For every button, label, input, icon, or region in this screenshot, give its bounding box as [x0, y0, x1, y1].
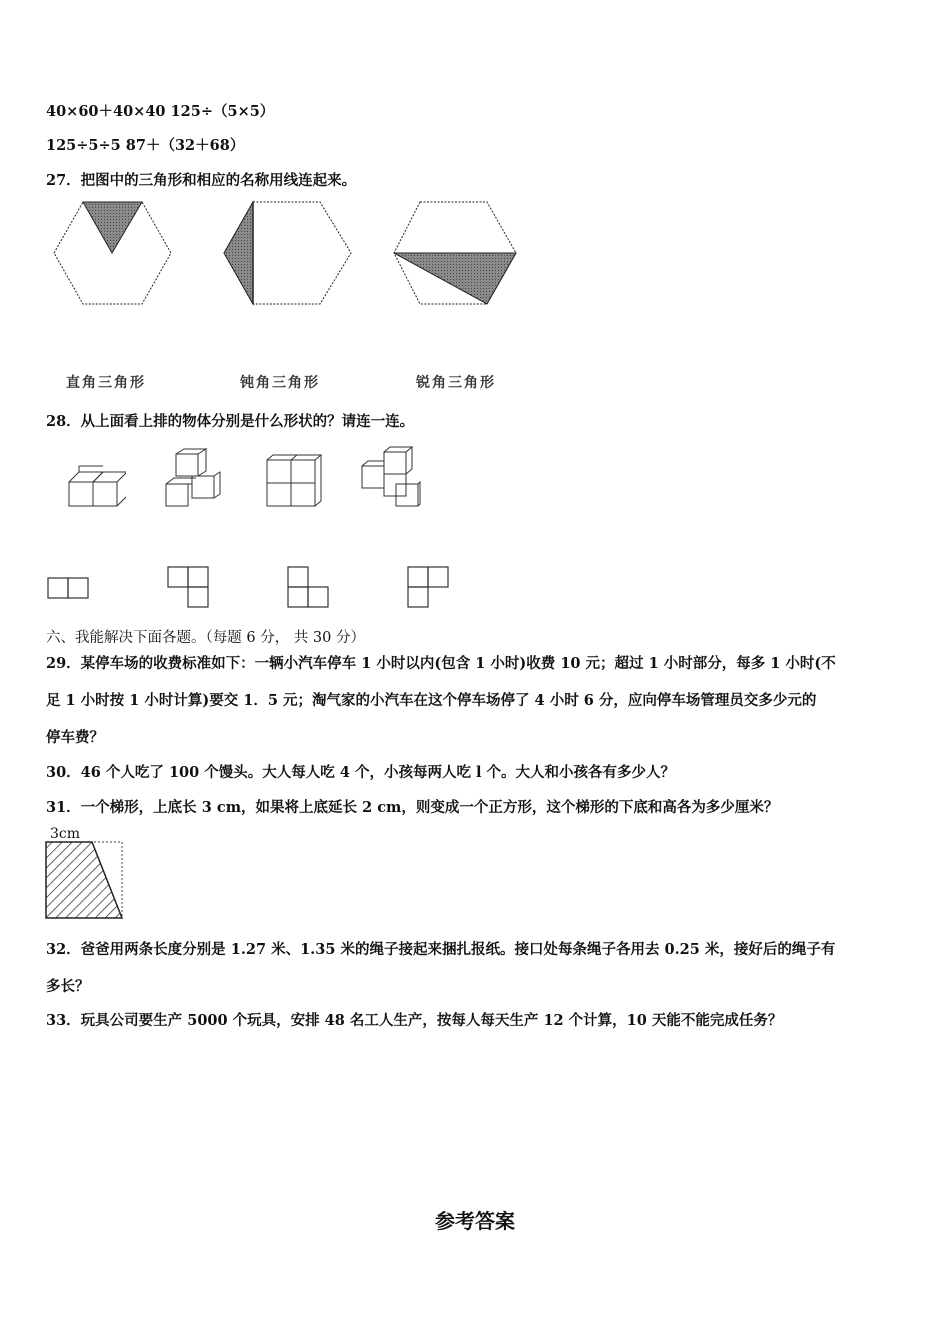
question-32-line-2: 多长？ [46, 978, 90, 995]
caption-obtuse-triangle: 钝角三角形 [240, 375, 320, 391]
top-view-2 [164, 565, 212, 611]
answer-title: 参考答案 [435, 1209, 515, 1233]
caption-acute-triangle: 锐角三角形 [416, 375, 496, 391]
cube-object-2 [162, 448, 226, 510]
top-view-3 [284, 565, 332, 611]
question-29-line-1: 29．某停车场的收费标准如下：一辆小汽车停车 1 小时以内(包含 1 小时)收费 10 元；超过 1 小时部分，每多 1 小时(不 [46, 655, 836, 672]
question-27: 27．把图中的三角形和相应的名称用线连起来。 [46, 172, 357, 189]
question-30: 30．46 个人吃了 100 个馒头。大人每人吃 4 个，小孩每两人吃 l 个。大人和小孩各有多少人？ [46, 764, 676, 781]
top-view-1 [46, 576, 92, 602]
top-view-4 [404, 565, 454, 611]
question-28: 28．从上面看上排的物体分别是什么形状的？请连一连。 [46, 413, 415, 430]
cube-object-3 [264, 452, 324, 510]
question-31: 31．一个梯形，上底长 3 cm，如果将上底延长 2 cm，则变成一个正方形，这个梯形的下底和高各为多少厘米？ [46, 799, 779, 816]
question-29-line-2: 足 1 小时按 1 小时计算)要交 1．5 元；淘气家的小汽车在这个停车场停了 4 小时 6 分，应向停车场管理员交多少元的 [46, 692, 817, 709]
cube-object-4 [358, 444, 424, 510]
question-33: 33．玩具公司要生产 5000 个玩具，安排 48 名工人生产，按每人每天生产 12 个计算，10 天能不能完成任务？ [46, 1012, 783, 1029]
hexagon-figure-1 [50, 198, 175, 308]
cube-object-1 [66, 462, 126, 510]
trapezoid-figure [44, 840, 126, 922]
calc-line-1: 40×60＋40×40 125÷（5×5） [46, 103, 275, 120]
caption-right-triangle: 直角三角形 [66, 375, 146, 391]
calc-line-2: 125÷5÷5 87＋（32＋68） [46, 137, 245, 154]
trapezoid-top-label: 3cm [50, 826, 81, 842]
hexagon-figure-2 [220, 198, 355, 308]
section-6-heading: 六、我能解决下面各题。（每题 6 分， 共 30 分） [46, 630, 365, 646]
hexagon-figure-3 [390, 198, 520, 308]
question-32-line-1: 32．爸爸用两条长度分别是 1.27 米、1.35 米的绳子接起来捆扎报纸。接口处每条绳子各用去 0.25 米，接好后的绳子有 [46, 941, 836, 958]
question-29-line-3: 停车费？ [46, 729, 104, 746]
